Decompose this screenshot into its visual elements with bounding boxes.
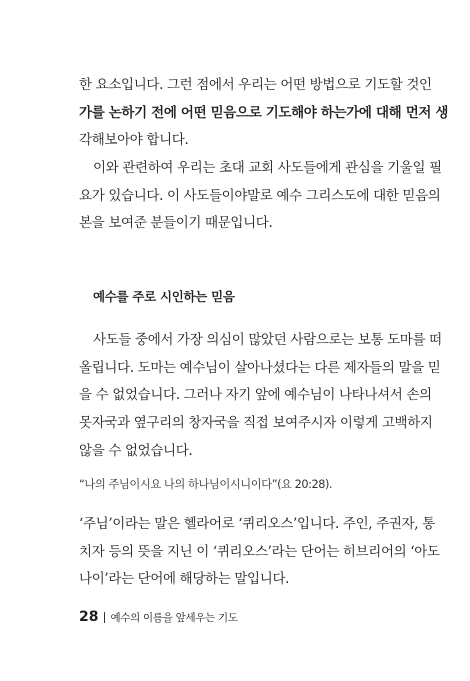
paragraph-line: 각해보아야 합니다. <box>79 132 189 149</box>
page-number: 28 <box>79 609 99 625</box>
page-footer <box>79 609 238 625</box>
paragraph-2 <box>79 155 442 238</box>
scripture-quote: “나의 주님이시요 나의 하나님이시니이다”(요 20:28). <box>79 478 333 491</box>
paragraph-line: 사도들 중에서 가장 의심이 많았던 사람으로는 보통 도마를 떠 <box>93 332 442 348</box>
footer-divider <box>104 612 105 623</box>
paragraph-line: ‘주님’이라는 말은 헬라어로 ‘퀴리오스’입니다. 주인, 주권자, 통 <box>79 516 435 532</box>
paragraph-line: 요가 있습니다. 이 사도들이야말로 예수 그리스도에 대한 믿음의 <box>79 187 441 204</box>
paragraph-line: 올립니다. 도마는 예수님이 살아나셨다는 다른 제자들의 말을 믿 <box>79 359 441 376</box>
paragraph-line: 본을 보여준 분들이기 때문입니다. <box>79 215 273 232</box>
paragraph-line: 치자 등의 뜻을 지닌 이 ‘퀴리오스’라는 단어는 히브리어의 ‘아도 <box>79 543 440 560</box>
paragraph-line: 않을 수 없었습니다. <box>79 442 193 459</box>
paragraph-line: 이와 관련하여 우리는 초대 교회 사도들에게 관심을 기울일 필 <box>93 160 442 176</box>
paragraph-3 <box>79 327 442 466</box>
paragraph-line: 을 수 없었습니다. 그러나 자기 앞에 예수님이 나타나셔서 손의 <box>79 387 432 404</box>
paragraph-line: 못자국과 옆구리의 창자국을 직접 보여주시자 이렇게 고백하지 <box>79 415 433 432</box>
paragraph-line: 가를 논하기 전에 어떤 믿음으로 기도해야 하는가에 대해 먼저 생 <box>79 104 449 121</box>
paragraph-line: 한 요소입니다. 그런 점에서 우리는 어떤 방법으로 기도할 것인 <box>79 77 432 93</box>
running-title: 예수의 이름을 앞세우는 기도 <box>110 612 238 624</box>
paragraph-4 <box>79 511 440 594</box>
paragraph-1 <box>79 72 449 155</box>
section-heading: 예수를 주로 시인하는 믿음 <box>93 289 235 304</box>
paragraph-line: 나이’라는 단어에 해당하는 말입니다. <box>79 571 290 588</box>
